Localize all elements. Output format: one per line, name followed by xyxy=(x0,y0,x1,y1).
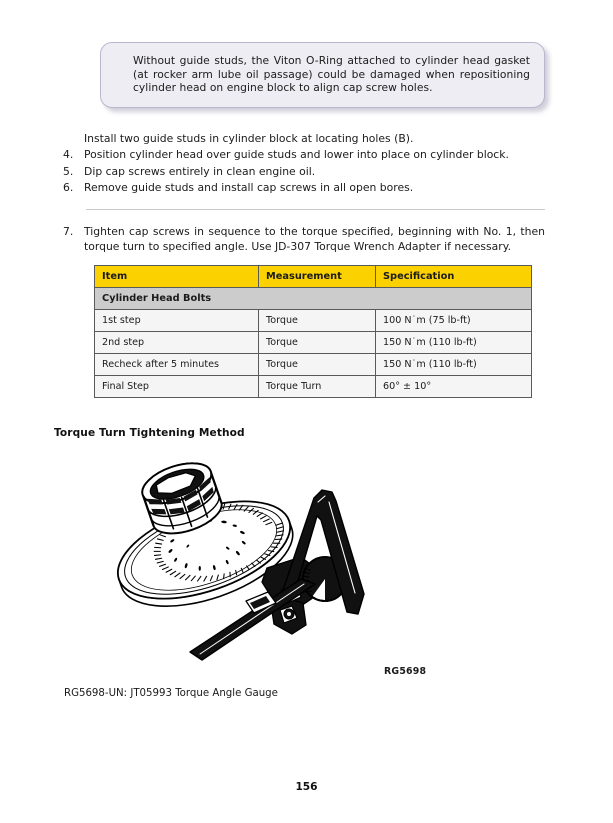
list-item-7 xyxy=(63,225,545,254)
list-item-number: 5. xyxy=(63,164,74,178)
cell-measurement: Torque xyxy=(259,354,376,376)
table-row xyxy=(95,310,532,332)
page-number: 156 xyxy=(295,781,318,793)
cell-measurement: Torque xyxy=(259,310,376,332)
cell-item: Recheck after 5 minutes xyxy=(95,354,259,376)
callout-text: Without guide studs, the Viton O-Ring attached to cylinder head gasket (at rocker arm lube oil passage) could be damaged when repositioning cylinder head on engine block to align cap screw holes. xyxy=(133,54,530,95)
list-item xyxy=(63,147,545,163)
cell-measurement: Torque xyxy=(259,332,376,354)
table-subheader-row xyxy=(95,288,532,310)
torque-angle-gauge-figure xyxy=(96,462,386,667)
list-item-text: Position cylinder head over guide studs and lower into place on cylinder block. xyxy=(84,148,509,162)
table-header-row xyxy=(95,266,532,288)
list-item-text: Dip cap screws entirely in clean engine oil. xyxy=(84,164,316,178)
torque-angle-gauge-icon xyxy=(96,462,386,667)
cell-item: 2nd step xyxy=(95,332,259,354)
cell-item: 1st step xyxy=(95,310,259,332)
cell-specification: 60° ± 10° xyxy=(376,376,532,398)
list-item-text: Remove guide studs and install cap screws in all open bores. xyxy=(84,180,414,194)
table-subheader-label: Cylinder Head Bolts xyxy=(95,288,532,310)
list-item-number: 4. xyxy=(63,148,74,162)
procedure-list xyxy=(63,131,545,196)
table-row xyxy=(95,354,532,376)
section-heading: Torque Turn Tightening Method xyxy=(54,427,245,439)
table-header-item: Item xyxy=(95,266,259,288)
table-row xyxy=(95,332,532,354)
list-item-number: 6. xyxy=(63,180,74,194)
list-item xyxy=(63,164,545,180)
list-item-number: 7. xyxy=(63,225,74,238)
cell-item: Final Step xyxy=(95,376,259,398)
section-divider xyxy=(86,209,545,210)
callout-box xyxy=(100,42,545,108)
procedure-lead-text: Install two guide studs in cylinder block at locating holes (B). xyxy=(84,132,414,145)
specification-table xyxy=(94,265,532,398)
cell-specification: 100 N˙m (75 lb-ft) xyxy=(376,310,532,332)
cell-specification: 150 N˙m (110 lb-ft) xyxy=(376,354,532,376)
figure-id-label: RG5698 xyxy=(384,666,427,677)
figure-caption: RG5698-UN: JT05993 Torque Angle Gauge xyxy=(64,688,278,699)
list-item-text: Tighten cap screws in sequence to the torque specified, beginning with No. 1, then torque turn to specified angle. Use JD-307 Torque Wrench Adapter if necessary. xyxy=(84,225,545,253)
cell-specification: 150 N˙m (110 lb-ft) xyxy=(376,332,532,354)
list-item xyxy=(63,180,545,196)
cell-measurement: Torque Turn xyxy=(259,376,376,398)
table-header-specification: Specification xyxy=(376,266,532,288)
warning-callout xyxy=(100,42,545,108)
table-row xyxy=(95,376,532,398)
table-header-measurement: Measurement xyxy=(259,266,376,288)
